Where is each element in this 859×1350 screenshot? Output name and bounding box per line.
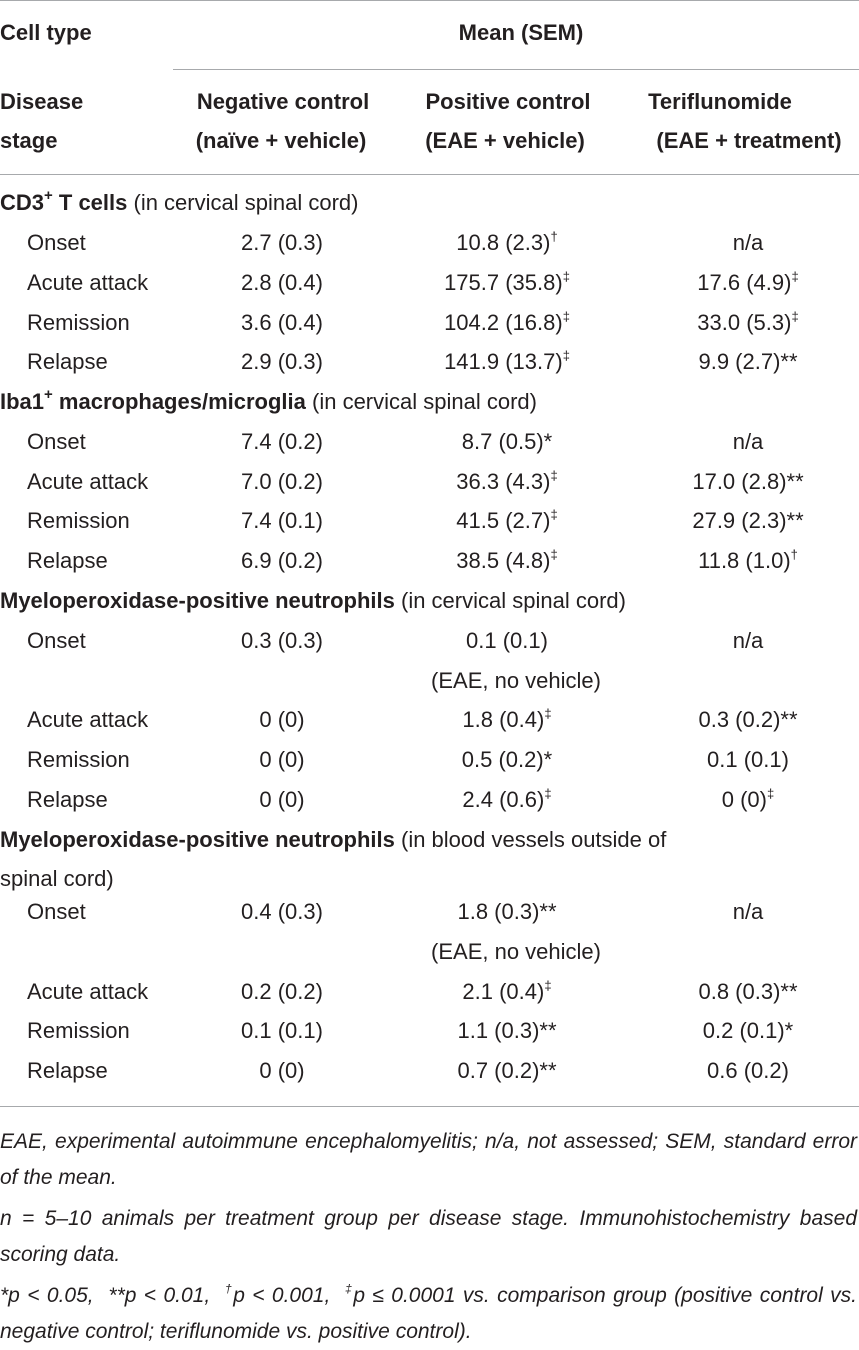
cell-positive: 2.4 (0.6)‡ bbox=[462, 786, 552, 812]
row-stage: Acute attack bbox=[27, 270, 149, 295]
cell-teriflunomide: 0.1 (0.1) bbox=[707, 747, 789, 772]
row-stage: Relapse bbox=[27, 1058, 108, 1083]
cell-teriflunomide: 27.9 (2.3)** bbox=[692, 508, 804, 533]
cell-negative: 0 (0) bbox=[259, 707, 305, 732]
header-teriflunomide: Teriflunomide bbox=[648, 89, 792, 114]
cell-negative: 7.4 (0.1) bbox=[241, 508, 323, 533]
row-stage: Relapse bbox=[27, 548, 108, 573]
header-teriflunomide-sub: (EAE + treatment) bbox=[656, 128, 842, 153]
row-stage: Acute attack bbox=[27, 979, 149, 1004]
cell-positive: 1.1 (0.3)** bbox=[457, 1018, 557, 1043]
footnote-abbreviations: EAE, experimental autoimmune encephalomyelitis; n/a, not assessed; SEM, standard error of the mean. bbox=[0, 1130, 857, 1189]
cell-negative: 0.1 (0.1) bbox=[241, 1018, 323, 1043]
cell-positive: 141.9 (13.7)‡ bbox=[444, 348, 570, 374]
row-stage: Onset bbox=[27, 899, 86, 924]
section-title: Myeloperoxidase-positive neutrophils (in cervical spinal cord) bbox=[0, 588, 626, 613]
cell-negative: 2.8 (0.4) bbox=[241, 270, 323, 295]
section-title: Iba1+ macrophages/microglia (in cervical spinal cord) bbox=[0, 386, 537, 414]
top-rule bbox=[0, 0, 859, 1]
cell-teriflunomide: n/a bbox=[732, 899, 764, 924]
cell-positive: 10.8 (2.3)† bbox=[456, 229, 558, 255]
cell-negative: 2.9 (0.3) bbox=[241, 349, 323, 374]
section-title: CD3+ T cells (in cervical spinal cord) bbox=[0, 187, 359, 215]
cell-teriflunomide: 0.8 (0.3)** bbox=[698, 979, 798, 1004]
cell-positive: 1.8 (0.4)‡ bbox=[462, 706, 552, 732]
footnote-sample-size: n = 5–10 animals per treatment group per disease stage. Immunohistochemistry based scoring data. bbox=[0, 1207, 857, 1266]
row-stage: Remission bbox=[27, 310, 130, 335]
row-stage: Acute attack bbox=[27, 707, 149, 732]
cell-negative: 0 (0) bbox=[259, 787, 305, 812]
cell-teriflunomide: n/a bbox=[732, 230, 764, 255]
cell-teriflunomide: 0 (0)‡ bbox=[721, 786, 775, 812]
row-stage: Acute attack bbox=[27, 469, 149, 494]
cell-positive: 104.2 (16.8)‡ bbox=[444, 309, 570, 335]
cell-teriflunomide: n/a bbox=[732, 628, 764, 653]
cell-negative: 0 (0) bbox=[259, 747, 305, 772]
cell-negative: 3.6 (0.4) bbox=[241, 310, 323, 335]
cell-positive: 1.8 (0.3)** bbox=[457, 899, 557, 924]
cell-teriflunomide: 17.6 (4.9)‡ bbox=[697, 269, 799, 295]
cell-negative: 0 (0) bbox=[259, 1058, 305, 1083]
cell-positive-note: (EAE, no vehicle) bbox=[431, 939, 601, 964]
cell-negative: 0.3 (0.3) bbox=[241, 628, 323, 653]
row-stage: Remission bbox=[27, 508, 130, 533]
row-stage: Onset bbox=[27, 628, 86, 653]
cell-teriflunomide: n/a bbox=[732, 429, 764, 454]
cell-teriflunomide: 0.2 (0.1)* bbox=[702, 1018, 794, 1043]
cell-teriflunomide: 0.3 (0.2)** bbox=[698, 707, 798, 732]
cell-negative: 0.2 (0.2) bbox=[241, 979, 323, 1004]
cell-negative: 7.4 (0.2) bbox=[241, 429, 323, 454]
cell-positive: 0.5 (0.2)* bbox=[461, 747, 553, 772]
header-stage: stage bbox=[0, 128, 58, 153]
cell-teriflunomide: 17.0 (2.8)** bbox=[692, 469, 804, 494]
cell-positive-note: (EAE, no vehicle) bbox=[431, 668, 601, 693]
cell-negative: 7.0 (0.2) bbox=[241, 469, 323, 494]
row-stage: Relapse bbox=[27, 787, 108, 812]
cell-teriflunomide: 9.9 (2.7)** bbox=[698, 349, 798, 374]
header-bottom-rule bbox=[0, 174, 859, 175]
row-stage: Onset bbox=[27, 230, 86, 255]
cell-teriflunomide: 33.0 (5.3)‡ bbox=[697, 309, 799, 335]
cell-positive: 41.5 (2.7)‡ bbox=[456, 507, 558, 533]
cell-positive: 0.1 (0.1) bbox=[466, 628, 548, 653]
header-positive-control-sub: (EAE + vehicle) bbox=[425, 128, 585, 153]
cell-positive: 8.7 (0.5)* bbox=[461, 429, 553, 454]
cell-positive: 38.5 (4.8)‡ bbox=[456, 547, 558, 573]
cell-positive: 36.3 (4.3)‡ bbox=[456, 468, 558, 494]
cell-negative: 2.7 (0.3) bbox=[241, 230, 323, 255]
row-stage: Remission bbox=[27, 747, 130, 772]
header-cell-type: Cell type bbox=[0, 20, 92, 45]
row-stage: Onset bbox=[27, 429, 86, 454]
cell-positive: 2.1 (0.4)‡ bbox=[462, 978, 552, 1004]
row-stage: Remission bbox=[27, 1018, 130, 1043]
header-mean-sem: Mean (SEM) bbox=[458, 20, 584, 45]
mean-sem-underline bbox=[173, 69, 859, 70]
table-bottom-rule bbox=[0, 1106, 859, 1107]
section-title-continued: spinal cord) bbox=[0, 866, 114, 891]
cell-teriflunomide: 0.6 (0.2) bbox=[707, 1058, 789, 1083]
header-negative-control: Negative control bbox=[196, 89, 370, 114]
footnote-significance: *p < 0.05, **p < 0.01, †p < 0.001, ‡p ≤ 0.0001 vs. comparison group (positive control vs. negative control; teriflunomide vs. positive control). bbox=[0, 1282, 858, 1343]
header-disease: Disease bbox=[0, 89, 84, 114]
cell-positive: 0.7 (0.2)** bbox=[457, 1058, 557, 1083]
header-positive-control: Positive control bbox=[425, 89, 591, 114]
cell-negative: 0.4 (0.3) bbox=[241, 899, 323, 924]
section-title: Myeloperoxidase-positive neutrophils (in blood vessels outside of bbox=[0, 827, 667, 852]
row-stage: Relapse bbox=[27, 349, 108, 374]
cell-negative: 6.9 (0.2) bbox=[241, 548, 323, 573]
cell-positive: 175.7 (35.8)‡ bbox=[444, 269, 570, 295]
header-negative-control-sub: (naïve + vehicle) bbox=[195, 128, 367, 153]
cell-teriflunomide: 11.8 (1.0)† bbox=[698, 547, 798, 573]
